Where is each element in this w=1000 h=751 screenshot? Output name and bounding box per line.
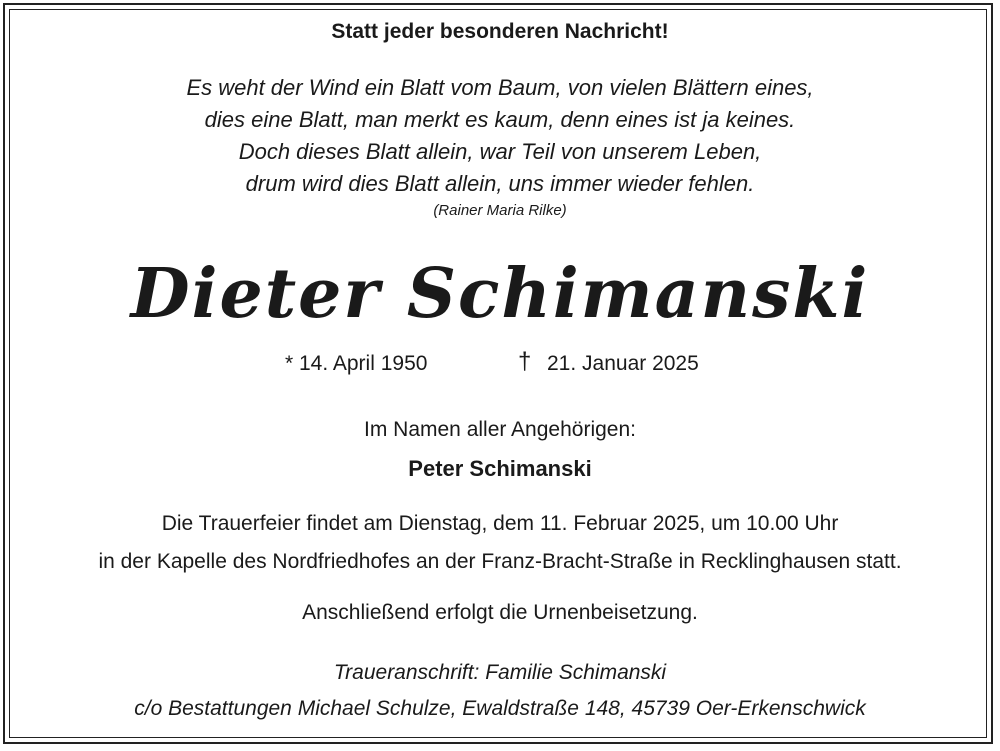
deceased-name: Dieter Schimanski xyxy=(130,254,870,334)
birth-date: * 14. April 1950 xyxy=(285,352,428,375)
death-date: 21. Januar 2025 xyxy=(547,352,699,375)
poem-line: Doch dieses Blatt allein, war Teil von unserem Leben, xyxy=(238,139,762,164)
poem-line: drum wird dies Blatt allein, uns immer wieder fehlen. xyxy=(245,171,755,196)
mourning-address-line: Traueranschrift: Familie Schimanski xyxy=(333,661,667,684)
poem-line: dies eine Blatt, man merkt es kaum, denn eines ist ja keines. xyxy=(204,107,796,132)
poem-attribution: (Rainer Maria Rilke) xyxy=(433,202,567,219)
service-info-line: Die Trauerfeier findet am Dienstag, dem 11. Februar 2025, um 10.00 Uhr xyxy=(161,512,839,535)
family-intro: Im Namen aller Angehörigen: xyxy=(364,418,636,441)
urn-burial-note: Anschließend erfolgt die Urnenbeisetzung. xyxy=(302,601,698,624)
service-info-line: in der Kapelle des Nordfriedhofes an der Franz-Bracht-Straße in Recklinghausen statt. xyxy=(98,550,902,573)
poem-line: Es weht der Wind ein Blatt vom Baum, von vielen Blättern eines, xyxy=(186,75,814,100)
mourning-address-line: c/o Bestattungen Michael Schulze, Ewaldstraße 148, 45739 Oer-Erkenschwick xyxy=(134,697,866,720)
notice-header: Statt jeder besonderen Nachricht! xyxy=(331,20,669,43)
cross-icon: † xyxy=(518,348,532,375)
family-name: Peter Schimanski xyxy=(408,456,592,481)
